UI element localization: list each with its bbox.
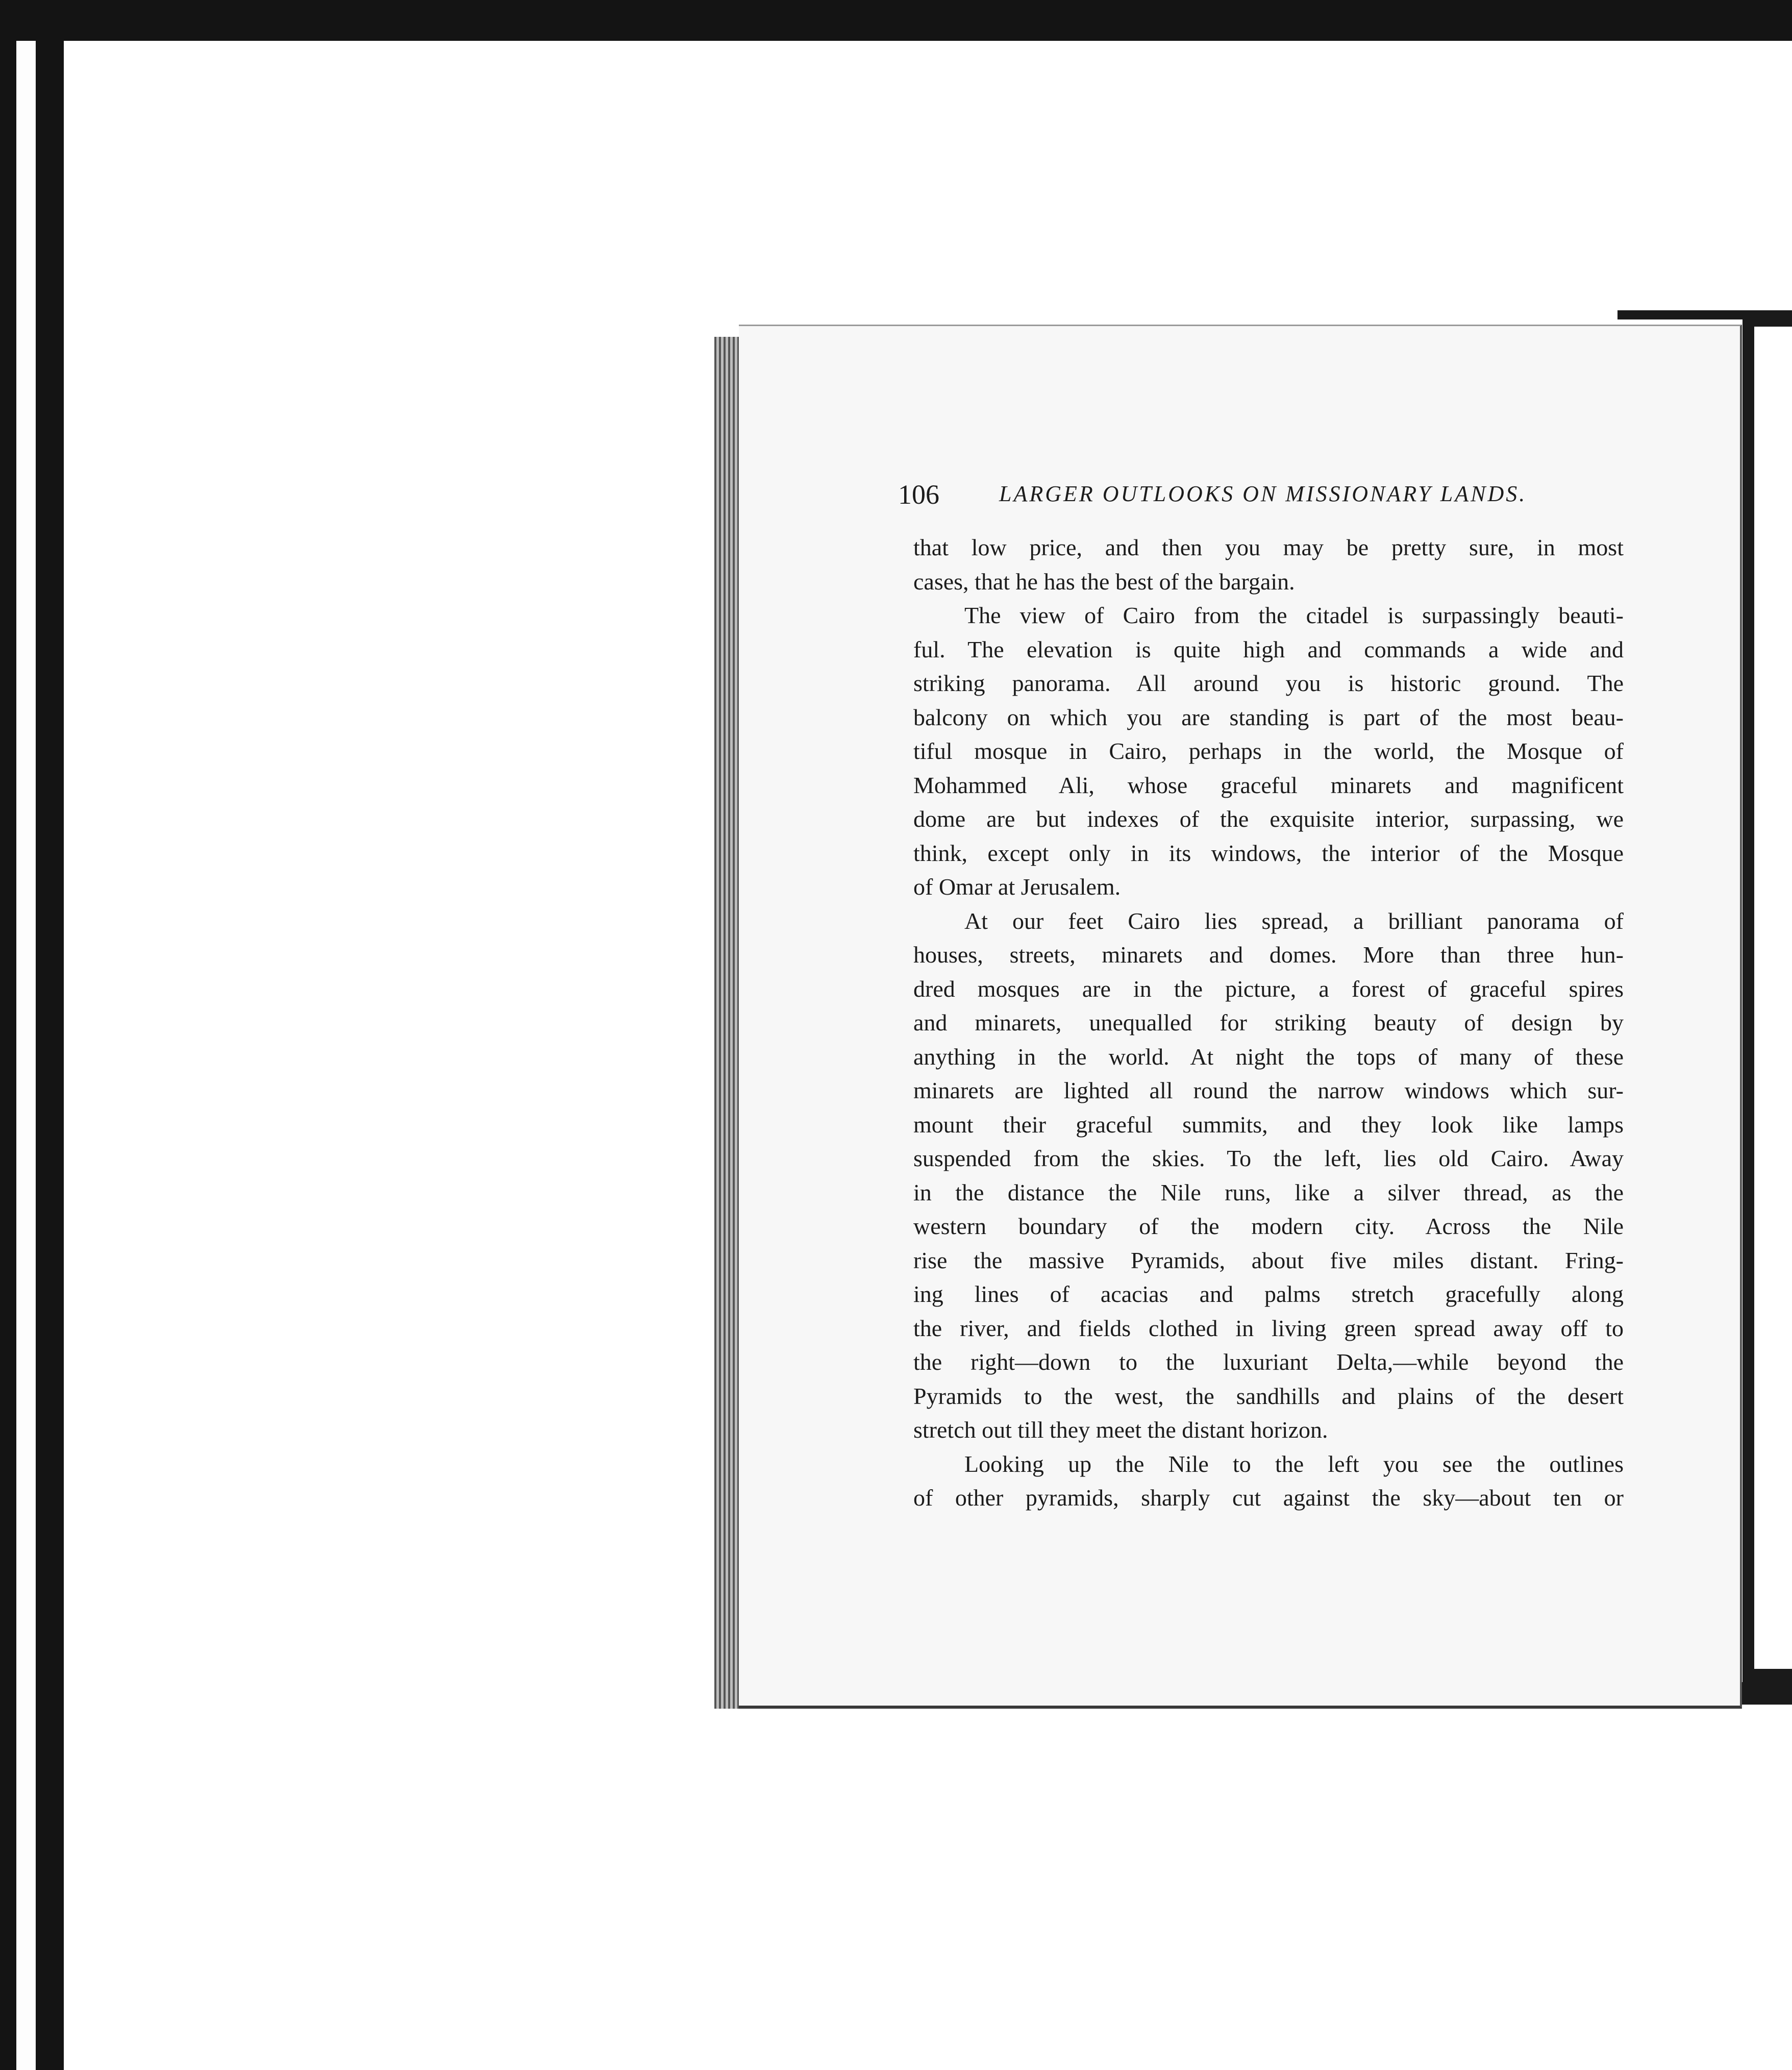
running-head: LARGER OUTLOOKS ON MISSIONARY LANDS. (999, 481, 1527, 506)
paragraph (913, 599, 1624, 904)
body-text (913, 531, 1624, 1515)
microfilm-frame-left (0, 0, 16, 2070)
paragraph (913, 904, 1624, 1447)
text-line: western boundary of the modern city. Across the Nile (913, 1213, 1624, 1239)
text-line: cases, that he has the best of the bargain. (913, 568, 1295, 595)
text-line: minarets are lighted all round the narrow windows which sur- (913, 1077, 1624, 1103)
text-line: in the distance the Nile runs, like a silver thread, as the (913, 1179, 1624, 1205)
text-line: of other pyramids, sharply cut against the sky—about ten or (913, 1485, 1624, 1511)
text-line: that low price, and then you may be pretty sure, in most (913, 534, 1624, 560)
text-line: of Omar at Jerusalem. (913, 874, 1121, 900)
text-line: rise the massive Pyramids, about five miles distant. Fring- (913, 1247, 1624, 1273)
microfilm-frame-gap (16, 41, 36, 2070)
text-line: balcony on which you are standing is part of the most beau- (913, 704, 1624, 730)
text-line: striking panorama. All around you is historic ground. The (913, 670, 1624, 696)
text-line: dome are but indexes of the exquisite interior, surpassing, we (913, 806, 1624, 832)
paragraph (913, 1447, 1624, 1515)
microfilm-frame-left-inner (36, 41, 64, 2070)
text-line: and minarets, unequalled for striking beauty of design by (913, 1009, 1624, 1036)
page-number: 106 (898, 479, 939, 510)
page-header (898, 479, 1561, 514)
book-cover-right-inner (1754, 327, 1792, 1669)
text-line: the right—down to the luxuriant Delta,—while beyond the (913, 1349, 1624, 1375)
text-line: suspended from the skies. To the left, lies old Cairo. Away (913, 1145, 1624, 1171)
paragraph (913, 531, 1624, 599)
text-line: Looking up the Nile to the left you see the outlines (964, 1450, 1624, 1477)
text-line: The view of Cairo from the citadel is surpassingly beauti- (964, 602, 1624, 628)
text-line: ing lines of acacias and palms stretch gracefully along (913, 1281, 1624, 1307)
text-line: houses, streets, minarets and domes. More than three hun- (913, 942, 1624, 968)
text-line: At our feet Cairo lies spread, a brilliant panorama of (964, 907, 1624, 934)
text-line: dred mosques are in the picture, a forest of graceful spires (913, 975, 1624, 1002)
microfilm-frame-top (0, 0, 1792, 41)
text-line: the river, and fields clothed in living green spread away off to (913, 1315, 1624, 1341)
text-line: mount their graceful summits, and they look like lamps (913, 1111, 1624, 1138)
text-line: Mohammed Ali, whose graceful minarets and magnificent (913, 772, 1624, 798)
text-line: stretch out till they meet the distant horizon. (913, 1417, 1328, 1443)
text-line: anything in the world. At night the tops of many of these (913, 1043, 1624, 1070)
text-line: ful. The elevation is quite high and commands a wide and (913, 636, 1624, 662)
text-line: think, except only in its windows, the interior of the Mosque (913, 840, 1624, 866)
text-line: Pyramids to the west, the sandhills and plains of the desert (913, 1383, 1624, 1409)
text-line: tiful mosque in Cairo, perhaps in the world, the Mosque of (913, 738, 1624, 764)
